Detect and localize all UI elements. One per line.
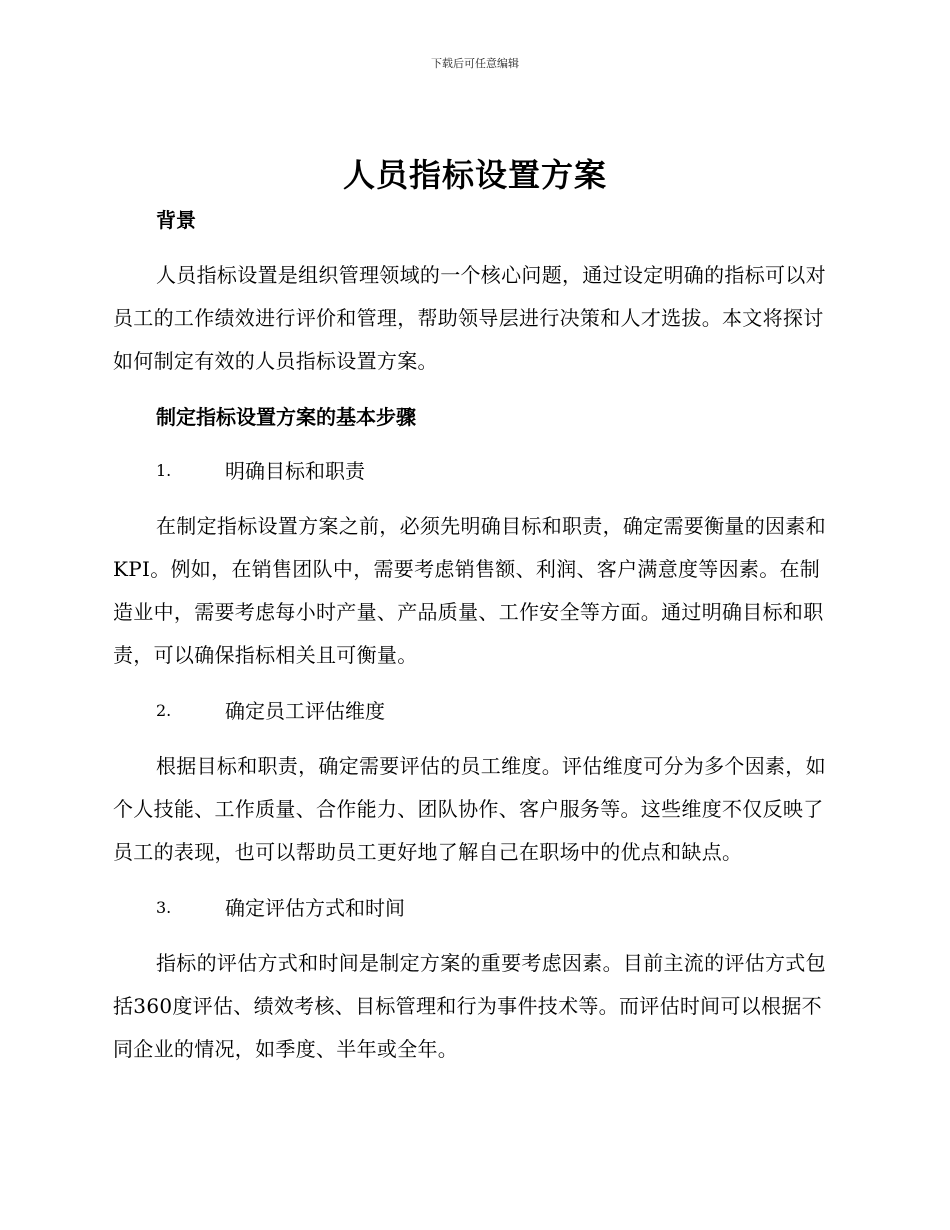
step-2-item: [113, 691, 833, 731]
background-heading: 背景: [156, 208, 196, 232]
step-3-paragraph: 指标的评估方式和时间是制定方案的重要考虑因素。目前主流的评估方式包括360度评估、绩效考核、目标管理和行为事件技术等。而评估时间可以根据不同企业的情况，如季度、半年或全年。: [113, 951, 826, 1061]
step-1-number: 1.: [156, 461, 172, 480]
step-1-paragraph: 在制定指标设置方案之前，必须先明确目标和职责，确定需要衡量的因素和KPI。例如，在销售团队中，需要考虑销售额、利润、客户满意度等因素。在制造业中，需要考虑每小时产量、产品质量、工作安全等方面。通过明确目标和职责，可以确保指标相关且可衡量。: [113, 514, 826, 667]
step-3-number: 3.: [156, 898, 172, 917]
header-note: 下载后可任意编辑: [431, 57, 519, 70]
step-2-paragraph: 根据目标和职责，确定需要评估的员工维度。评估维度可分为多个因素，如个人技能、工作质量、合作能力、团队协作、客户服务等。这些维度不仅反映了员工的表现，也可以帮助员工更好地了解自己在职场中的优点和缺点。: [113, 754, 826, 864]
step-1-item: [113, 451, 833, 491]
document-title: 人员指标设置方案: [342, 156, 607, 194]
step-3-item: [113, 888, 833, 928]
step-2-number: 2.: [156, 701, 172, 720]
steps-heading: 制定指标设置方案的基本步骤: [156, 405, 416, 429]
background-paragraph: 人员指标设置是组织管理领域的一个核心问题，通过设定明确的指标可以对员工的工作绩效进行评价和管理，帮助领导层进行决策和人才选拔。本文将探讨如何制定有效的人员指标设置方案。: [113, 263, 826, 373]
step-3-title: 确定评估方式和时间: [225, 896, 405, 920]
step-1-title: 明确目标和职责: [225, 459, 365, 483]
step-2-title: 确定员工评估维度: [225, 699, 385, 723]
document-body: [113, 200, 833, 1071]
